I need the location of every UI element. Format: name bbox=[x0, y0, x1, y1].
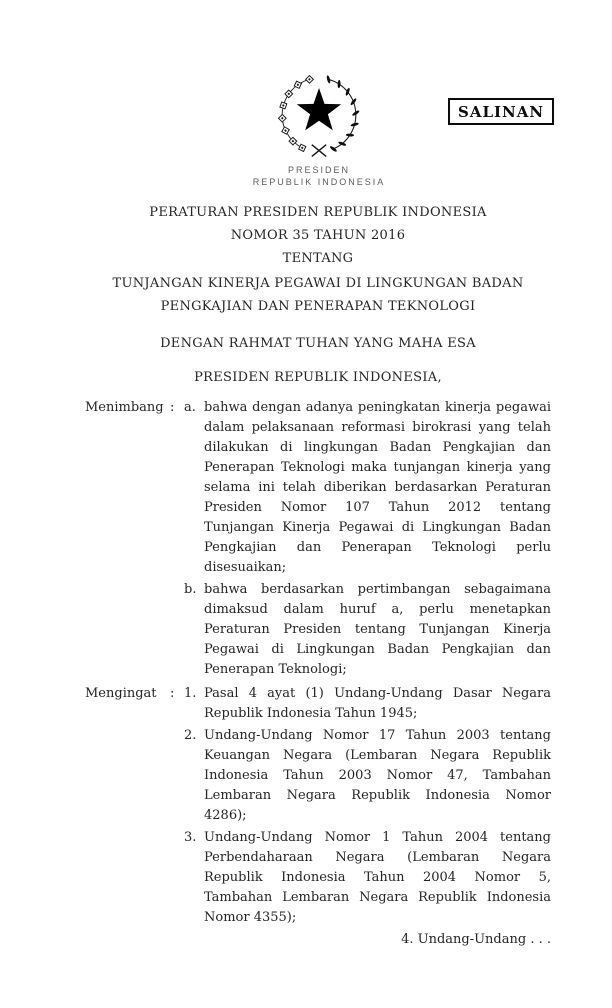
title-tentang: TENTANG bbox=[282, 251, 354, 266]
letterhead-republik-indonesia: REPUBLIK INDONESIA bbox=[252, 177, 386, 187]
item-text: bahwa dengan adanya peningkatan kinerja pegawai dalam pelaksanaan reformasi birokrasi yang telah dilakukan di lingkungan Badan Pengkajian dan Penerapan Teknologi maka tunjangan kinerja yang selama ini telah diberikan berdasarkan Peraturan Presiden Nomor 107 Tahun 2012 tentang Tunjangan Kinerja Pegawai di Lingkungan Badan Pengkajian dan Penerapan Teknologi perlu disesuaikan; bbox=[204, 400, 551, 575]
item-marker: 1. bbox=[184, 686, 197, 701]
legal-basis-colon: : bbox=[170, 686, 175, 701]
authority-line: PRESIDEN REPUBLIK INDONESIA, bbox=[194, 370, 442, 385]
list-item bbox=[184, 828, 551, 928]
preamble-clauses bbox=[85, 398, 551, 928]
list-item bbox=[184, 726, 551, 826]
letterhead bbox=[169, 164, 469, 188]
considering-colon: : bbox=[170, 400, 175, 415]
salinan-copy-stamp: SALINAN bbox=[448, 98, 554, 125]
list-item bbox=[184, 398, 551, 578]
item-text: Undang-Undang Nomor 1 Tahun 2004 tentang Perbendaharaan Negara (Lembaran Negara Republik Indonesia Tahun 2004 Nomor 5, Tambahan Lembaran Negara Republik Indonesia Nomor 4355); bbox=[204, 830, 551, 925]
title-subject-line1: TUNJANGAN KINERJA PEGAWAI DI LINGKUNGAN BADAN bbox=[112, 276, 524, 291]
document-body bbox=[85, 201, 551, 950]
item-text: bahwa berdasarkan pertimbangan sebagaimana dimaksud dalam huruf a, perlu menetapkan Peraturan Presiden tentang Tunjangan Kinerja Pegawai di Lingkungan Badan Pengkajian dan Penerapan Teknologi; bbox=[204, 582, 551, 677]
considering-items bbox=[184, 398, 551, 680]
legal-basis-label: Mengingat bbox=[85, 686, 157, 701]
item-marker: a. bbox=[184, 400, 196, 415]
considering-clause bbox=[85, 398, 551, 680]
legal-basis-clause bbox=[85, 684, 551, 928]
letterhead-presiden: PRESIDEN bbox=[287, 165, 350, 175]
item-text: Undang-Undang Nomor 17 Tahun 2003 tentang Keuangan Negara (Lembaran Negara Republik Indonesia Tahun 2003 Nomor 47, Tambahan Lembaran Negara Republik Indonesia Nomor 4286); bbox=[204, 728, 551, 823]
presidential-emblem-icon bbox=[274, 68, 364, 162]
item-text: Pasal 4 ayat (1) Undang-Undang Dasar Negara Republik Indonesia Tahun 1945; bbox=[204, 686, 551, 721]
item-marker: 3. bbox=[184, 830, 197, 845]
title-number-year: NOMOR 35 TAHUN 2016 bbox=[230, 228, 406, 243]
title-subject-line2: PENGKAJIAN DAN PENERAPAN TEKNOLOGI bbox=[160, 299, 476, 314]
invocation-line: DENGAN RAHMAT TUHAN YANG MAHA ESA bbox=[160, 336, 476, 351]
regulation-title bbox=[85, 201, 551, 318]
considering-label: Menimbang bbox=[85, 400, 164, 415]
legal-basis-items bbox=[184, 684, 551, 928]
list-item bbox=[184, 684, 551, 724]
item-marker: b. bbox=[184, 582, 197, 597]
page-catchword: 4. Undang-Undang . . . bbox=[401, 932, 551, 947]
title-regulation-type: PERATURAN PRESIDEN REPUBLIK INDONESIA bbox=[149, 205, 487, 220]
item-marker: 2. bbox=[184, 728, 197, 743]
list-item bbox=[184, 580, 551, 680]
star-icon bbox=[297, 88, 341, 130]
